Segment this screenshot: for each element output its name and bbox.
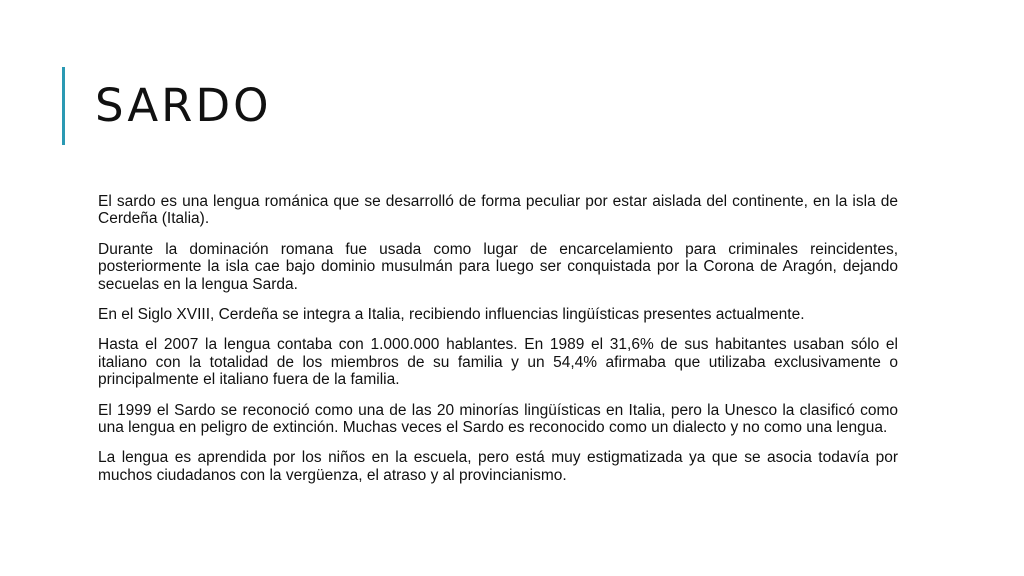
paragraph-6: La lengua es aprendida por los niños en la escuela, pero está muy estigmatizada ya que se asocia todavía por muchos ciudadanos con la vergüenza, el atraso y al provincianismo. [98,449,898,484]
paragraph-1: El sardo es una lengua románica que se desarrolló de forma peculiar por estar aislada del continente, en la isla de Cerdeña (Italia). [98,193,898,228]
slide-title: SARDO [95,79,272,132]
slide-body [98,193,898,497]
paragraph-3: En el Siglo XVIII, Cerdeña se integra a Italia, recibiendo influencias lingüísticas presentes actualmente. [98,306,805,324]
paragraph-2: Durante la dominación romana fue usada como lugar de encarcelamiento para criminales reincidentes, posteriormente la isla cae bajo dominio musulmán para luego ser conquistada por la Corona de Aragón, dejando secuelas en la lengua Sarda. [98,240,898,293]
paragraph-4: Hasta el 2007 la lengua contaba con 1.000.000 hablantes. En 1989 el 31,6% de sus habitantes usaban sólo el italiano con la totalidad de los miembros de su familia y un 54,4% afirmaba que utilizaba exclusivamente o principalmente el italiano fuera de la familia. [98,336,898,389]
paragraph-5: El 1999 el Sardo se reconoció como una de las 20 minorías lingüísticas en Italia, pero la Unesco la clasificó como una lengua en peligro de extinción. Muchas veces el Sardo es reconocido como un dialecto y no como una lengua. [98,401,898,437]
title-accent-bar [62,67,65,145]
